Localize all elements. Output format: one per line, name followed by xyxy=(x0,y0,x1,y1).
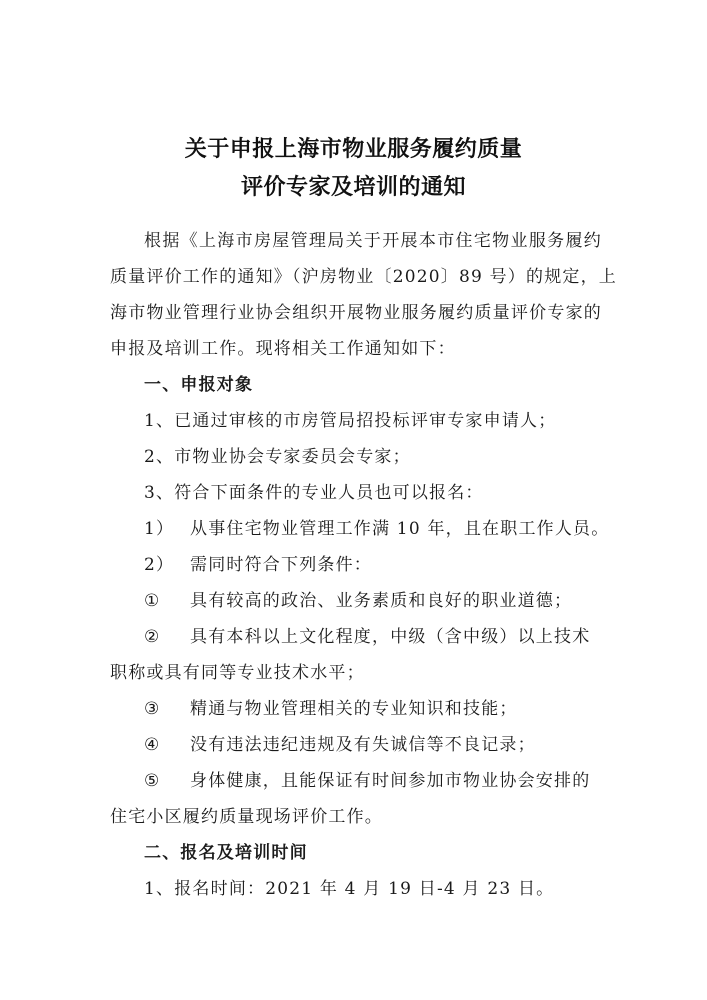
criterion-5 xyxy=(110,768,602,794)
criterion-2 xyxy=(110,624,602,650)
section-1-heading: 一、申报对象 xyxy=(144,375,254,395)
document-title-line-2: 评价专家及培训的通知 xyxy=(240,175,466,200)
document-title-line-1: 关于申报上海市物业服务履约质量 xyxy=(184,137,523,162)
criterion-3-text: 精通与物业管理相关的专业知识和技能； xyxy=(190,699,518,719)
criterion-1-text: 具有较高的政治、业务素质和良好的职业道德； xyxy=(190,591,573,611)
criterion-3 xyxy=(110,696,602,722)
section-2-heading: 二、报名及培训时间 xyxy=(144,843,308,863)
criterion-2-text-line-2: 职称或具有同等专业技术水平； xyxy=(110,663,365,683)
condition-1-number: 1） xyxy=(144,519,175,539)
criterion-2-text-line-1: 具有本科以上文化程度，中级（含中级）以上技术 xyxy=(190,627,591,647)
condition-2 xyxy=(110,552,602,578)
criterion-4-text: 没有违法违纪违规及有失诚信等不良记录； xyxy=(190,735,536,755)
intro-line-1: 根据《上海市房屋管理局关于开展本市住宅物业服务履约 xyxy=(144,231,602,251)
criterion-1 xyxy=(110,588,602,614)
criterion-2-mark: ② xyxy=(144,627,161,647)
criterion-4 xyxy=(110,732,602,758)
section-1-item-3: 3、符合下面条件的专业人员也可以报名： xyxy=(144,483,484,503)
intro-line-3: 海市物业管理行业协会组织开展物业服务履约质量评价专家的 xyxy=(110,303,602,323)
section-1-item-1: 1、已通过审核的市房管局招投标评审专家申请人； xyxy=(144,411,557,431)
section-2-item-1: 1、报名时间：2021 年 4 月 19 日-4 月 23 日。 xyxy=(144,879,555,899)
criterion-5-text-line-1: 身体健康，且能保证有时间参加市物业协会安排的 xyxy=(190,771,591,791)
criterion-5-text-line-2: 住宅小区履约质量现场评价工作。 xyxy=(110,807,383,827)
condition-1-text: 从事住宅物业管理工作满 10 年，且在职工作人员。 xyxy=(190,519,610,539)
criterion-5-mark: ⑤ xyxy=(144,771,161,791)
criterion-4-mark: ④ xyxy=(144,735,161,755)
condition-2-number: 2） xyxy=(144,555,175,575)
intro-line-4: 申报及培训工作。现将相关工作通知如下： xyxy=(110,339,456,359)
criterion-3-mark: ③ xyxy=(144,699,161,719)
condition-2-text: 需同时符合下列条件： xyxy=(190,555,372,575)
condition-1 xyxy=(110,516,610,542)
section-1-item-2: 2、市物业协会专家委员会专家； xyxy=(144,447,411,467)
criterion-1-mark: ① xyxy=(144,591,161,611)
intro-line-2: 质量评价工作的通知》（沪房物业〔2020〕89 号）的规定，上 xyxy=(110,267,617,287)
